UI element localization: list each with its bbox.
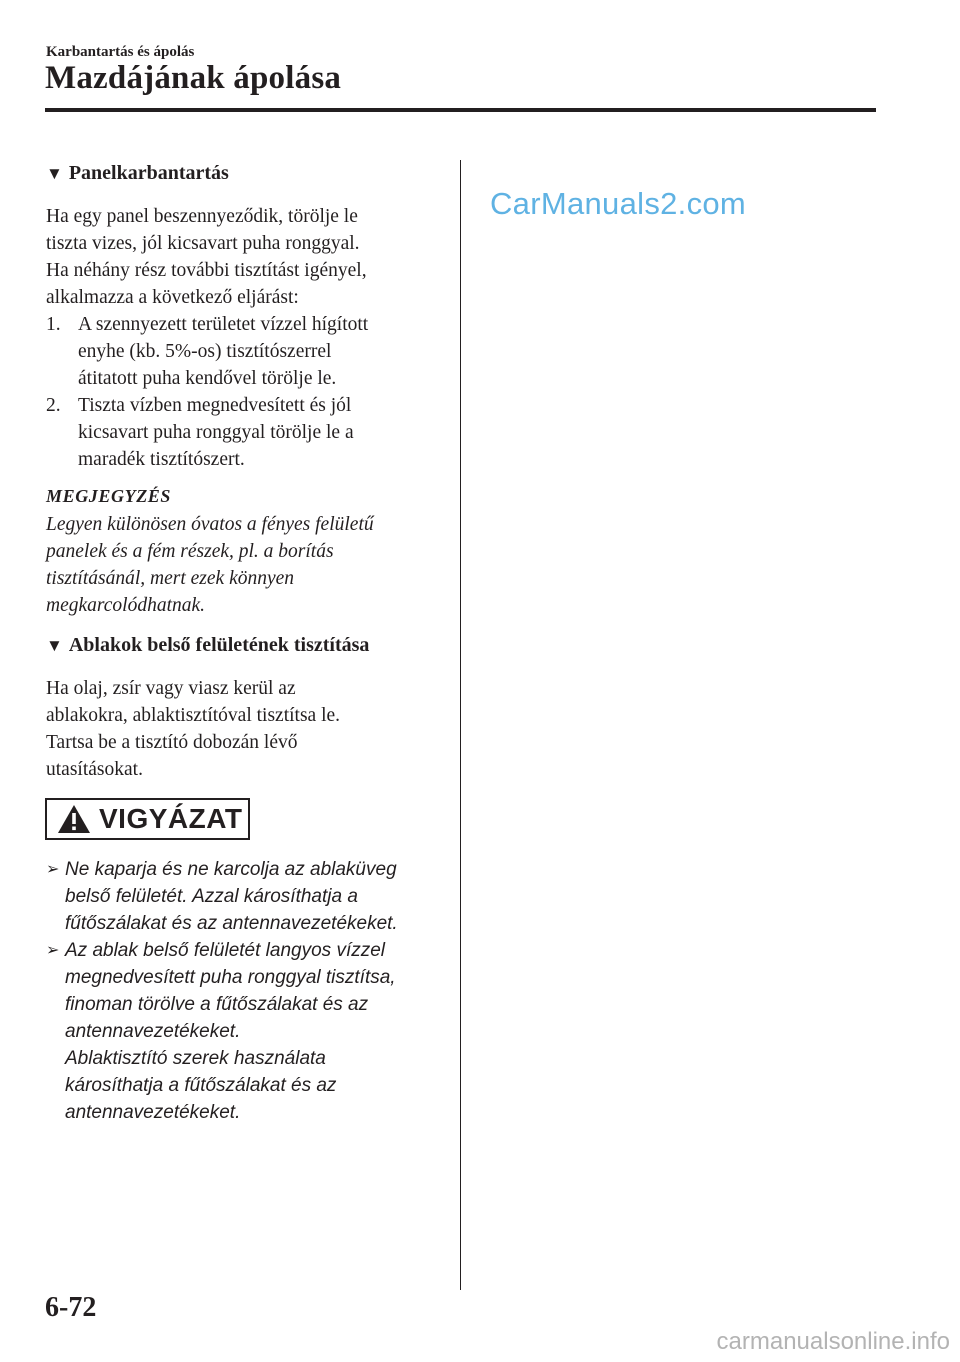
paragraph-line: utasításokat. <box>46 759 143 780</box>
caution-box <box>45 798 250 840</box>
triangle-bullet-icon: ▼ <box>46 636 63 655</box>
note-line: panelek és a fém részek, pl. a borítás <box>46 541 334 562</box>
panel-intro <box>46 203 368 473</box>
warning-line: Ne kaparja és ne karcolja az ablaküveg <box>65 859 397 880</box>
step-line: kicsavart puha ronggyal törölje le a <box>78 422 354 443</box>
note-line: tisztításánál, mert ezek könnyen <box>46 568 295 589</box>
column-divider <box>460 160 461 1290</box>
warning-triangle-icon <box>57 804 91 834</box>
step-line: maradék tisztítószert. <box>78 449 245 470</box>
paragraph-line: Ha olaj, zsír vagy viasz kerül az <box>46 678 296 699</box>
caution-label: VIGYÁZAT <box>99 803 243 834</box>
warning-item <box>46 937 398 1126</box>
step-number: 1. <box>46 314 61 335</box>
page-number: 6-72 <box>45 1292 97 1323</box>
warning-line: belső felületét. Azzal károsíthatja a <box>65 886 358 907</box>
panel-heading-text: Panelkarbantartás <box>68 162 229 184</box>
warning-line: megnedvesített puha ronggyal tisztítsa, <box>65 967 396 988</box>
panel-heading <box>46 162 229 185</box>
windows-heading <box>46 634 369 657</box>
windows-body <box>46 675 340 783</box>
note-line: megkarcolódhatnak. <box>46 595 206 616</box>
warning-line: károsíthatja a fűtőszálakat és az <box>65 1075 337 1096</box>
section-label: Karbantartás és ápolás <box>46 44 195 60</box>
step-line: A szennyezett területet vízzel hígított <box>78 314 369 335</box>
site-watermark: CarManuals2.com <box>490 186 747 221</box>
step-2 <box>46 392 368 473</box>
step-line: enyhe (kb. 5%-os) tisztítószerrel <box>78 341 332 362</box>
warning-line: antennavezetékeket. <box>65 1102 241 1123</box>
note-body <box>46 511 374 619</box>
warning-line: Az ablak belső felületét langyos vízzel <box>65 940 386 961</box>
triangle-bullet-icon: ▼ <box>46 164 63 183</box>
step-line: átitatott puha kendővel törölje le. <box>78 368 337 389</box>
arrow-bullet-icon: ➢ <box>46 861 60 878</box>
paragraph-line: tiszta vizes, jól kicsavart puha ronggyal. <box>46 233 360 254</box>
paragraph-line: alkalmazza a következő eljárást: <box>46 287 299 308</box>
title-rule <box>45 108 876 112</box>
warning-item <box>46 856 398 937</box>
arrow-bullet-icon: ➢ <box>46 942 60 959</box>
paragraph-line: ablakokra, ablaktisztítóval tisztítsa le. <box>46 705 341 726</box>
paragraph-line: Tartsa be a tisztító dobozán lévő <box>46 732 298 753</box>
windows-heading-text: Ablakok belső felületének tisztítása <box>68 634 370 656</box>
step-1 <box>46 311 368 392</box>
warning-list <box>46 856 398 1126</box>
warning-line: antennavezetékeket. <box>65 1021 241 1042</box>
paragraph-line: Ha néhány rész további tisztítást igényel, <box>46 260 367 281</box>
note-title: MEGJEGYZÉS <box>46 486 172 506</box>
step-line: Tiszta vízben megnedvesített és jól <box>78 395 352 416</box>
footer-watermark: carmanualsonline.info <box>716 1328 950 1355</box>
warning-line: finoman törölve a fűtőszálakat és az <box>65 994 369 1015</box>
note-line: Legyen különösen óvatos a fényes felületű <box>46 514 374 535</box>
page-title: Mazdájának ápolása <box>45 60 342 96</box>
step-number: 2. <box>46 395 61 416</box>
warning-line: Ablaktisztító szerek használata <box>65 1048 326 1069</box>
warning-line: fűtőszálakat és az antennavezetékeket. <box>65 913 398 934</box>
paragraph-line: Ha egy panel beszennyeződik, törölje le <box>46 206 358 227</box>
